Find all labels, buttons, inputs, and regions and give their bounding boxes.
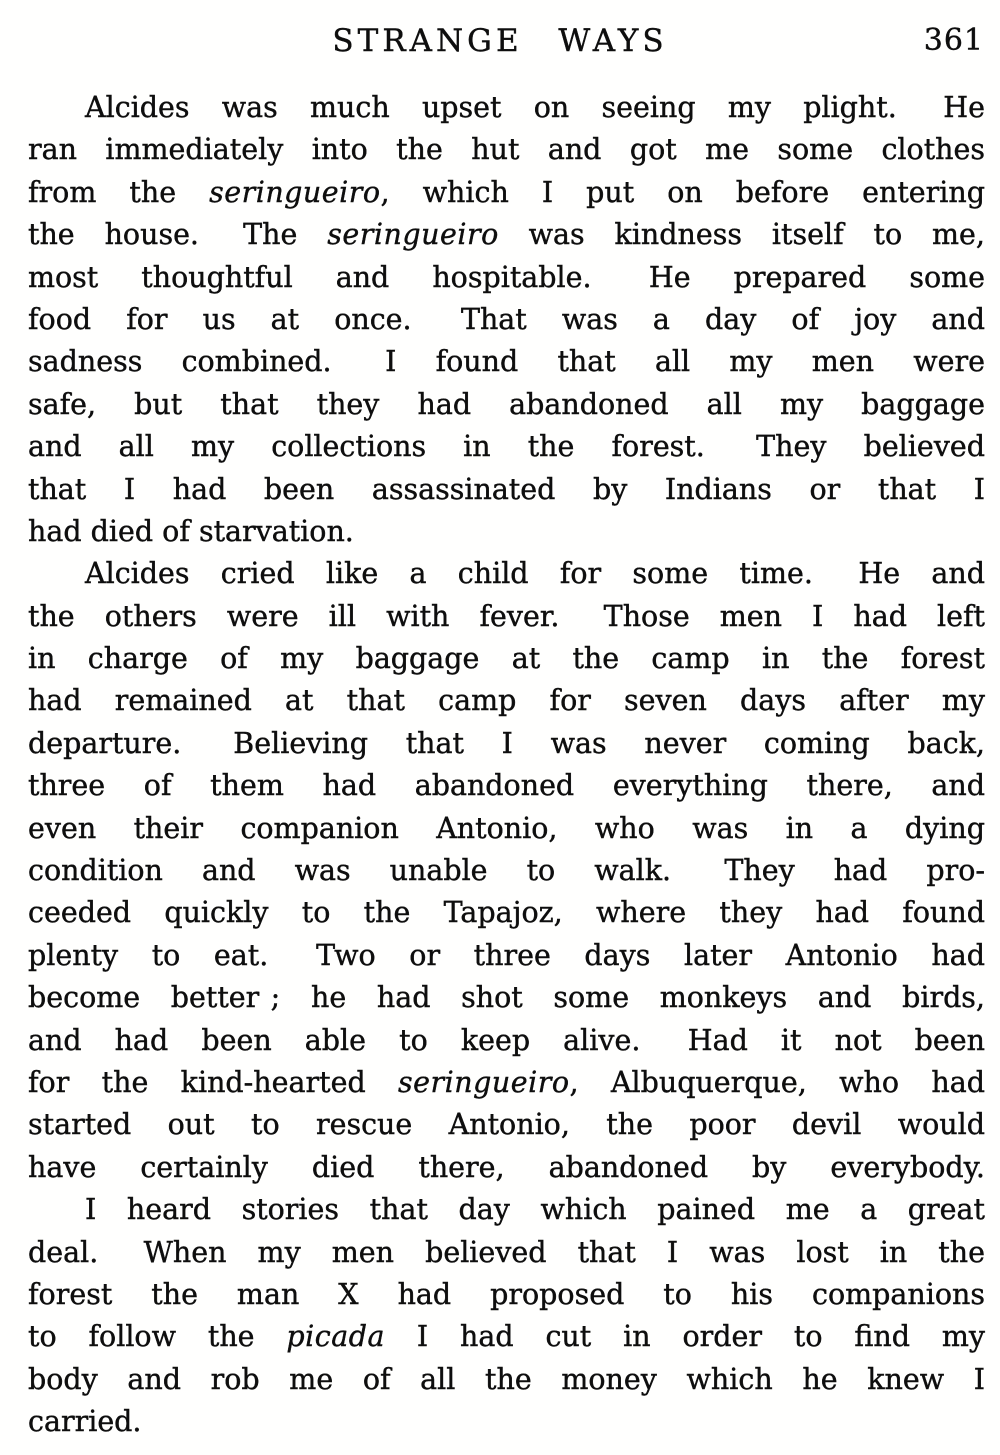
text-segment: and all my collections in the forest. They believed: [28, 430, 985, 464]
text-segment: forest the man X had proposed to his companions: [28, 1277, 985, 1311]
italic-term: picada: [286, 1320, 385, 1354]
text-line: [28, 341, 985, 383]
paragraph: [28, 87, 985, 553]
text-block: [28, 87, 985, 1444]
text-line: [28, 1316, 985, 1358]
text-segment: to follow the: [28, 1320, 287, 1354]
text-segment: deal. When my men believed that I was lost in the: [28, 1235, 985, 1269]
text-line: [28, 384, 985, 426]
text-segment: I heard stories that day which pained me a great: [85, 1193, 985, 1227]
text-segment: body and rob me of all the money which he knew I: [28, 1362, 985, 1396]
text-segment: even their companion Antonio, who was in a dying: [28, 811, 985, 845]
italic-term: seringueiro: [398, 1065, 570, 1099]
text-segment: that I had been assassinated by Indians or that I: [28, 472, 985, 506]
text-segment: ran immediately into the hut and got me some clothes: [28, 133, 985, 167]
text-line: [28, 850, 985, 892]
text-segment: condition and was unable to walk. They had pro-: [28, 854, 985, 888]
text-line: [28, 808, 985, 850]
page-header: [0, 0, 1000, 65]
text-segment: three of them had abandoned everything there, and: [28, 769, 985, 803]
text-line: [28, 596, 985, 638]
text-line: [28, 172, 985, 214]
text-line: [28, 1359, 985, 1401]
text-line: [28, 553, 985, 595]
text-segment: food for us at once. That was a day of joy and: [28, 302, 985, 336]
text-segment: and had been able to keep alive. Had it not been: [28, 1023, 985, 1057]
text-line: [28, 723, 985, 765]
text-segment: safe, but that they had abandoned all my baggage: [28, 387, 985, 421]
text-segment: the house. The: [28, 218, 328, 252]
text-line: [28, 1401, 985, 1443]
text-segment: carried.: [28, 1405, 142, 1439]
running-title: STRANGE WAYS: [332, 23, 668, 59]
text-segment: the others were ill with fever. Those men I had left: [28, 599, 985, 633]
text-line: [28, 1104, 985, 1146]
text-segment: in charge of my baggage at the camp in the forest: [28, 642, 985, 676]
text-segment: Alcides was much upset on seeing my plight. He: [85, 91, 985, 124]
text-line: [28, 892, 985, 934]
text-segment: become better ; he had shot some monkeys and birds,: [28, 981, 985, 1015]
text-line: [28, 977, 985, 1019]
text-line: [28, 680, 985, 722]
text-segment: from the: [28, 175, 210, 209]
text-line: [28, 214, 985, 256]
text-segment: I had cut in order to find my: [384, 1320, 985, 1354]
text-segment: departure. Believing that I was never coming back,: [28, 726, 985, 760]
text-line: [28, 129, 985, 171]
text-segment: sadness combined. I found that all my men were: [28, 345, 985, 379]
text-segment: started out to rescue Antonio, the poor devil would: [28, 1108, 985, 1142]
text-line: [28, 1232, 985, 1274]
paragraph: [28, 553, 985, 1189]
text-line: [28, 765, 985, 807]
text-line: [28, 299, 985, 341]
text-segment: was kindness itself to me,: [498, 218, 985, 252]
text-line: [28, 1189, 985, 1231]
text-line: [28, 511, 985, 553]
page-number: 361: [923, 23, 984, 58]
text-line: [28, 935, 985, 977]
text-segment: Alcides cried like a child for some time. He and: [85, 557, 985, 591]
text-line: [28, 1147, 985, 1189]
text-line: [28, 1274, 985, 1316]
italic-term: seringueiro: [209, 175, 381, 209]
text-segment: most thoughtful and hospitable. He prepared some: [28, 260, 985, 294]
text-line: [28, 469, 985, 511]
text-segment: plenty to eat. Two or three days later Antonio had: [28, 938, 985, 972]
text-segment: had remained at that camp for seven days after my: [28, 684, 985, 718]
text-line: [28, 1062, 985, 1104]
text-line: [28, 87, 985, 129]
text-segment: have certainly died there, abandoned by everybody.: [28, 1150, 985, 1184]
text-line: [28, 426, 985, 468]
text-line: [28, 638, 985, 680]
text-segment: , Albuquerque, who had: [569, 1065, 985, 1099]
text-segment: had died of starvation.: [28, 514, 354, 548]
text-segment: , which I put on before entering: [380, 175, 985, 209]
text-line: [28, 257, 985, 299]
text-line: [28, 1020, 985, 1062]
text-segment: ceeded quickly to the Tapajoz, where they had found: [28, 896, 985, 930]
paragraph: [28, 1189, 985, 1443]
text-segment: for the kind-hearted: [28, 1065, 399, 1099]
italic-term: seringueiro: [327, 218, 499, 252]
